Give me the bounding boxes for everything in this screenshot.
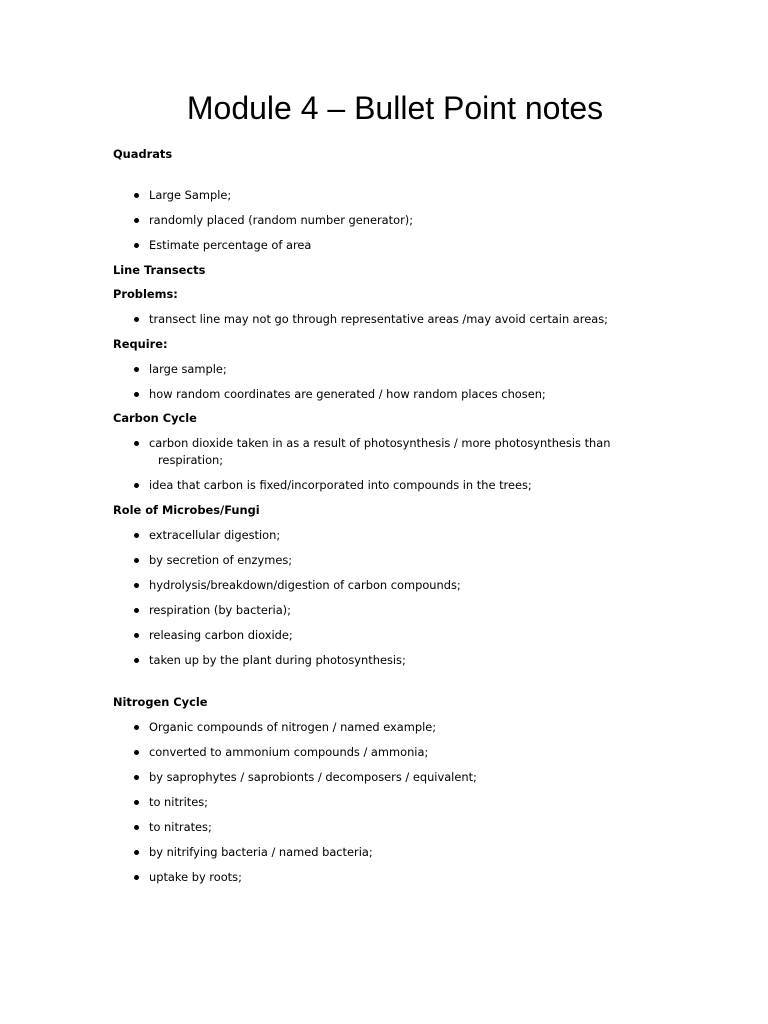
list-item: how random coordinates are generated / how random places chosen; — [134, 386, 634, 403]
list-item: carbon dioxide taken in as a result of photosynthesis / more photosynthesis than respiration; — [134, 435, 634, 469]
list-item: to nitrates; — [134, 819, 634, 836]
heading-carbon-cycle: Carbon Cycle — [113, 411, 197, 425]
bullet-dot-icon — [134, 243, 139, 248]
heading-microbes: Role of Microbes/Fungi — [113, 503, 260, 517]
list-item: Large Sample; — [134, 187, 634, 204]
bullet-dot-icon — [134, 583, 139, 588]
bullet-dot-icon — [134, 367, 139, 372]
bullet-dot-icon — [134, 750, 139, 755]
bullet-dot-icon — [134, 658, 139, 663]
bullet-dot-icon — [134, 483, 139, 488]
list-item: converted to ammonium compounds / ammonia; — [134, 744, 634, 761]
list-item: extracellular digestion; — [134, 527, 634, 544]
bullet-dot-icon — [134, 558, 139, 563]
list-item: transect line may not go through representative areas /may avoid certain areas; — [134, 311, 634, 328]
list-item: Estimate percentage of area — [134, 237, 634, 254]
list-item: uptake by roots; — [134, 869, 634, 886]
list-item: randomly placed (random number generator); — [134, 212, 634, 229]
bullet-dot-icon — [134, 825, 139, 830]
list-item: idea that carbon is fixed/incorporated into compounds in the trees; — [134, 477, 634, 494]
heading-nitrogen-cycle: Nitrogen Cycle — [113, 695, 208, 709]
list-item: to nitrites; — [134, 794, 634, 811]
list-item: respiration (by bacteria); — [134, 602, 634, 619]
bullet-dot-icon — [134, 725, 139, 730]
bullet-dot-icon — [134, 608, 139, 613]
list-item: by nitrifying bacteria / named bacteria; — [134, 844, 634, 861]
bullet-dot-icon — [134, 441, 139, 446]
heading-line-transects: Line Transects — [113, 263, 206, 277]
list-item: taken up by the plant during photosynthesis; — [134, 652, 634, 669]
list-item: by saprophytes / saprobionts / decomposers / equivalent; — [134, 769, 634, 786]
bullet-dot-icon — [134, 533, 139, 538]
bullet-dot-icon — [134, 775, 139, 780]
list-item: large sample; — [134, 361, 634, 378]
bullet-dot-icon — [134, 193, 139, 198]
list-item: Organic compounds of nitrogen / named example; — [134, 719, 634, 736]
bullet-dot-icon — [134, 850, 139, 855]
bullet-dot-icon — [134, 392, 139, 397]
bullet-dot-icon — [134, 633, 139, 638]
list-item: releasing carbon dioxide; — [134, 627, 634, 644]
page-title: Module 4 – Bullet Point notes — [186, 90, 604, 126]
bullet-dot-icon — [134, 800, 139, 805]
bullet-dot-icon — [134, 317, 139, 322]
bullet-dot-icon — [134, 875, 139, 880]
heading-quadrats: Quadrats — [113, 147, 173, 161]
bullet-dot-icon — [134, 218, 139, 223]
list-item: hydrolysis/breakdown/digestion of carbon compounds; — [134, 577, 634, 594]
heading-problems: Problems: — [113, 287, 178, 301]
list-item: by secretion of enzymes; — [134, 552, 634, 569]
heading-require: Require: — [113, 337, 168, 351]
